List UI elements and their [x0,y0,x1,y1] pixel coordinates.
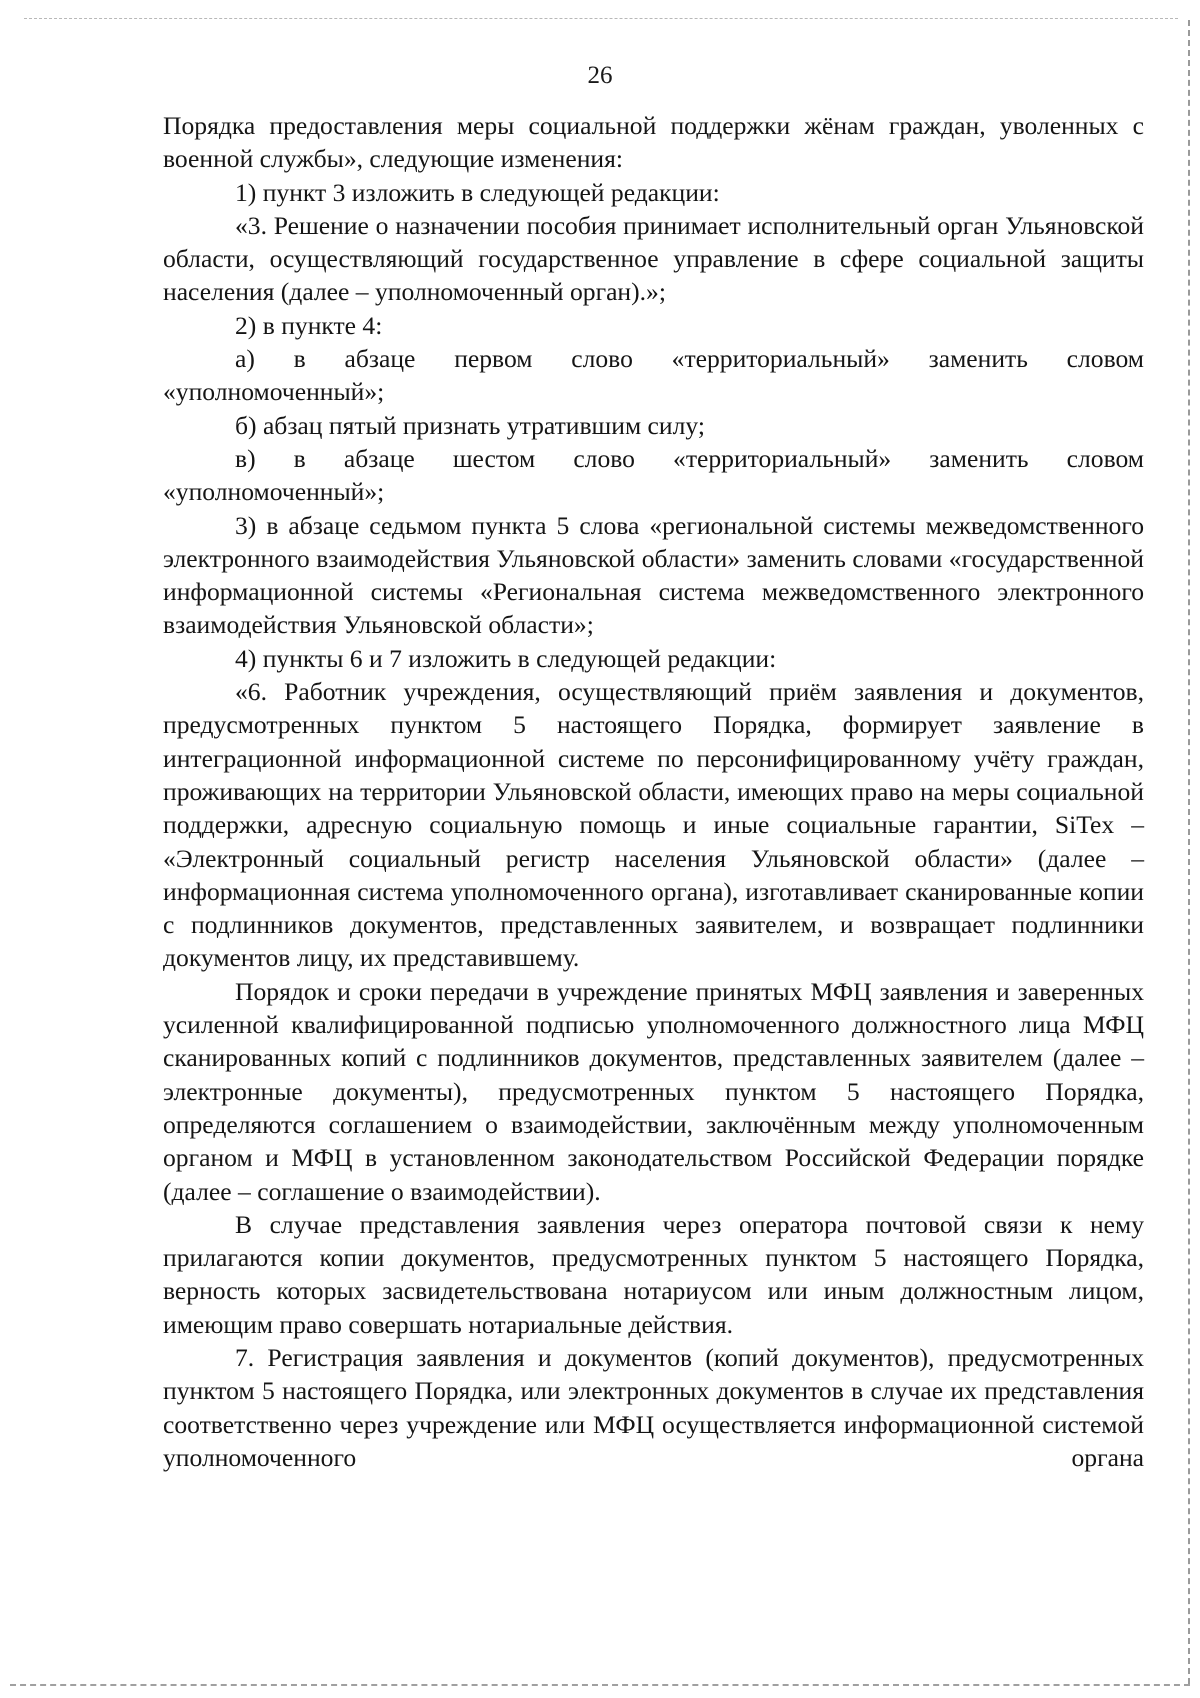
paragraph: «6. Работник учреждения, осуществляющий приём заявления и документов, предусмотренных пунктом 5 настоящего Порядка, формирует заявление в интеграционной информационной системе по персонифицированному учёту граждан, проживающих на территории Ульяновской области, имеющих право на меры социальной поддержки, адресную социальную помощь и иные социальные гарантии, SiTex – «Электронный социальный регистр населения Ульяновской области» (далее – информационная система уполномоченного органа), изготавливает сканированные копии с подлинников документов, представленных заявителем, и возвращает подлинники документов лицу, их представившему. [163,677,1144,973]
paragraph: «3. Решение о назначении пособия принимает исполнительный орган Ульяновской области, осуществляющий государственное управление в сфере социальной защиты населения (далее – уполномоченный орган).»; [163,210,1144,307]
paragraph: в) в абзаце шестом слово «территориальный» заменить словом «уполномоченный»; [163,443,1144,507]
scan-border-right [1188,20,1190,1684]
paragraph: 1) пункт 3 изложить в следующей редакции: [235,177,720,207]
paragraph: б) абзац пятый признать утратившим силу; [235,410,705,440]
paragraph: а) в абзаце первом слово «территориальный» заменить словом «уполномоченный»; [163,344,1144,407]
paragraph: 3) в абзаце седьмом пункта 5 слова «региональной системы межведомственного электронного взаимодействия Ульяновской области» заменить словами «государственной информационной системы «Региональная система межведомственного электронного взаимодействия Ульяновской области»; [163,510,1144,640]
scan-border-bottom [10,1684,1190,1686]
paragraph: Порядок и сроки передачи в учреждение принятых МФЦ заявления и заверенных усиленной квалифицированной подписью уполномоченного должностного лица МФЦ сканированных копий с подлинников документов, представленных заявителем (далее – электронные документы), предусмотренных пунктом 5 настоящего Порядка, определяются соглашением о взаимодействии, заключённым между уполномоченным органом и МФЦ в установленном законодательством Российской Федерации порядке (далее – соглашение о взаимодействии). [163,976,1144,1206]
document-body [163,109,1144,1474]
paragraph: В случае представления заявления через оператора почтовой связи к нему прилагаются копии документов, предусмотренных пунктом 5 настоящего Порядка, верность которых засвидетельствована нотариусом или иным должностным лицом, имеющим право совершать нотариальные действия. [163,1209,1144,1339]
page-number: 26 [587,62,613,89]
paragraph: Порядка предоставления меры социальной поддержки жёнам граждан, уволенных с военной службы», следующие изменения: [163,111,1144,174]
paragraph: 7. Регистрация заявления и документов (копий документов), предусмотренных пунктом 5 настоящего Порядка, или электронных документов в случае их представления соответственно через учреждение или МФЦ осуществляется информационной системой уполномоченного органа [163,1342,1144,1472]
scan-border-top [24,18,1178,19]
paragraph: 2) в пункте 4: [235,310,383,340]
paragraph: 4) пункты 6 и 7 изложить в следующей редакции: [235,643,777,673]
